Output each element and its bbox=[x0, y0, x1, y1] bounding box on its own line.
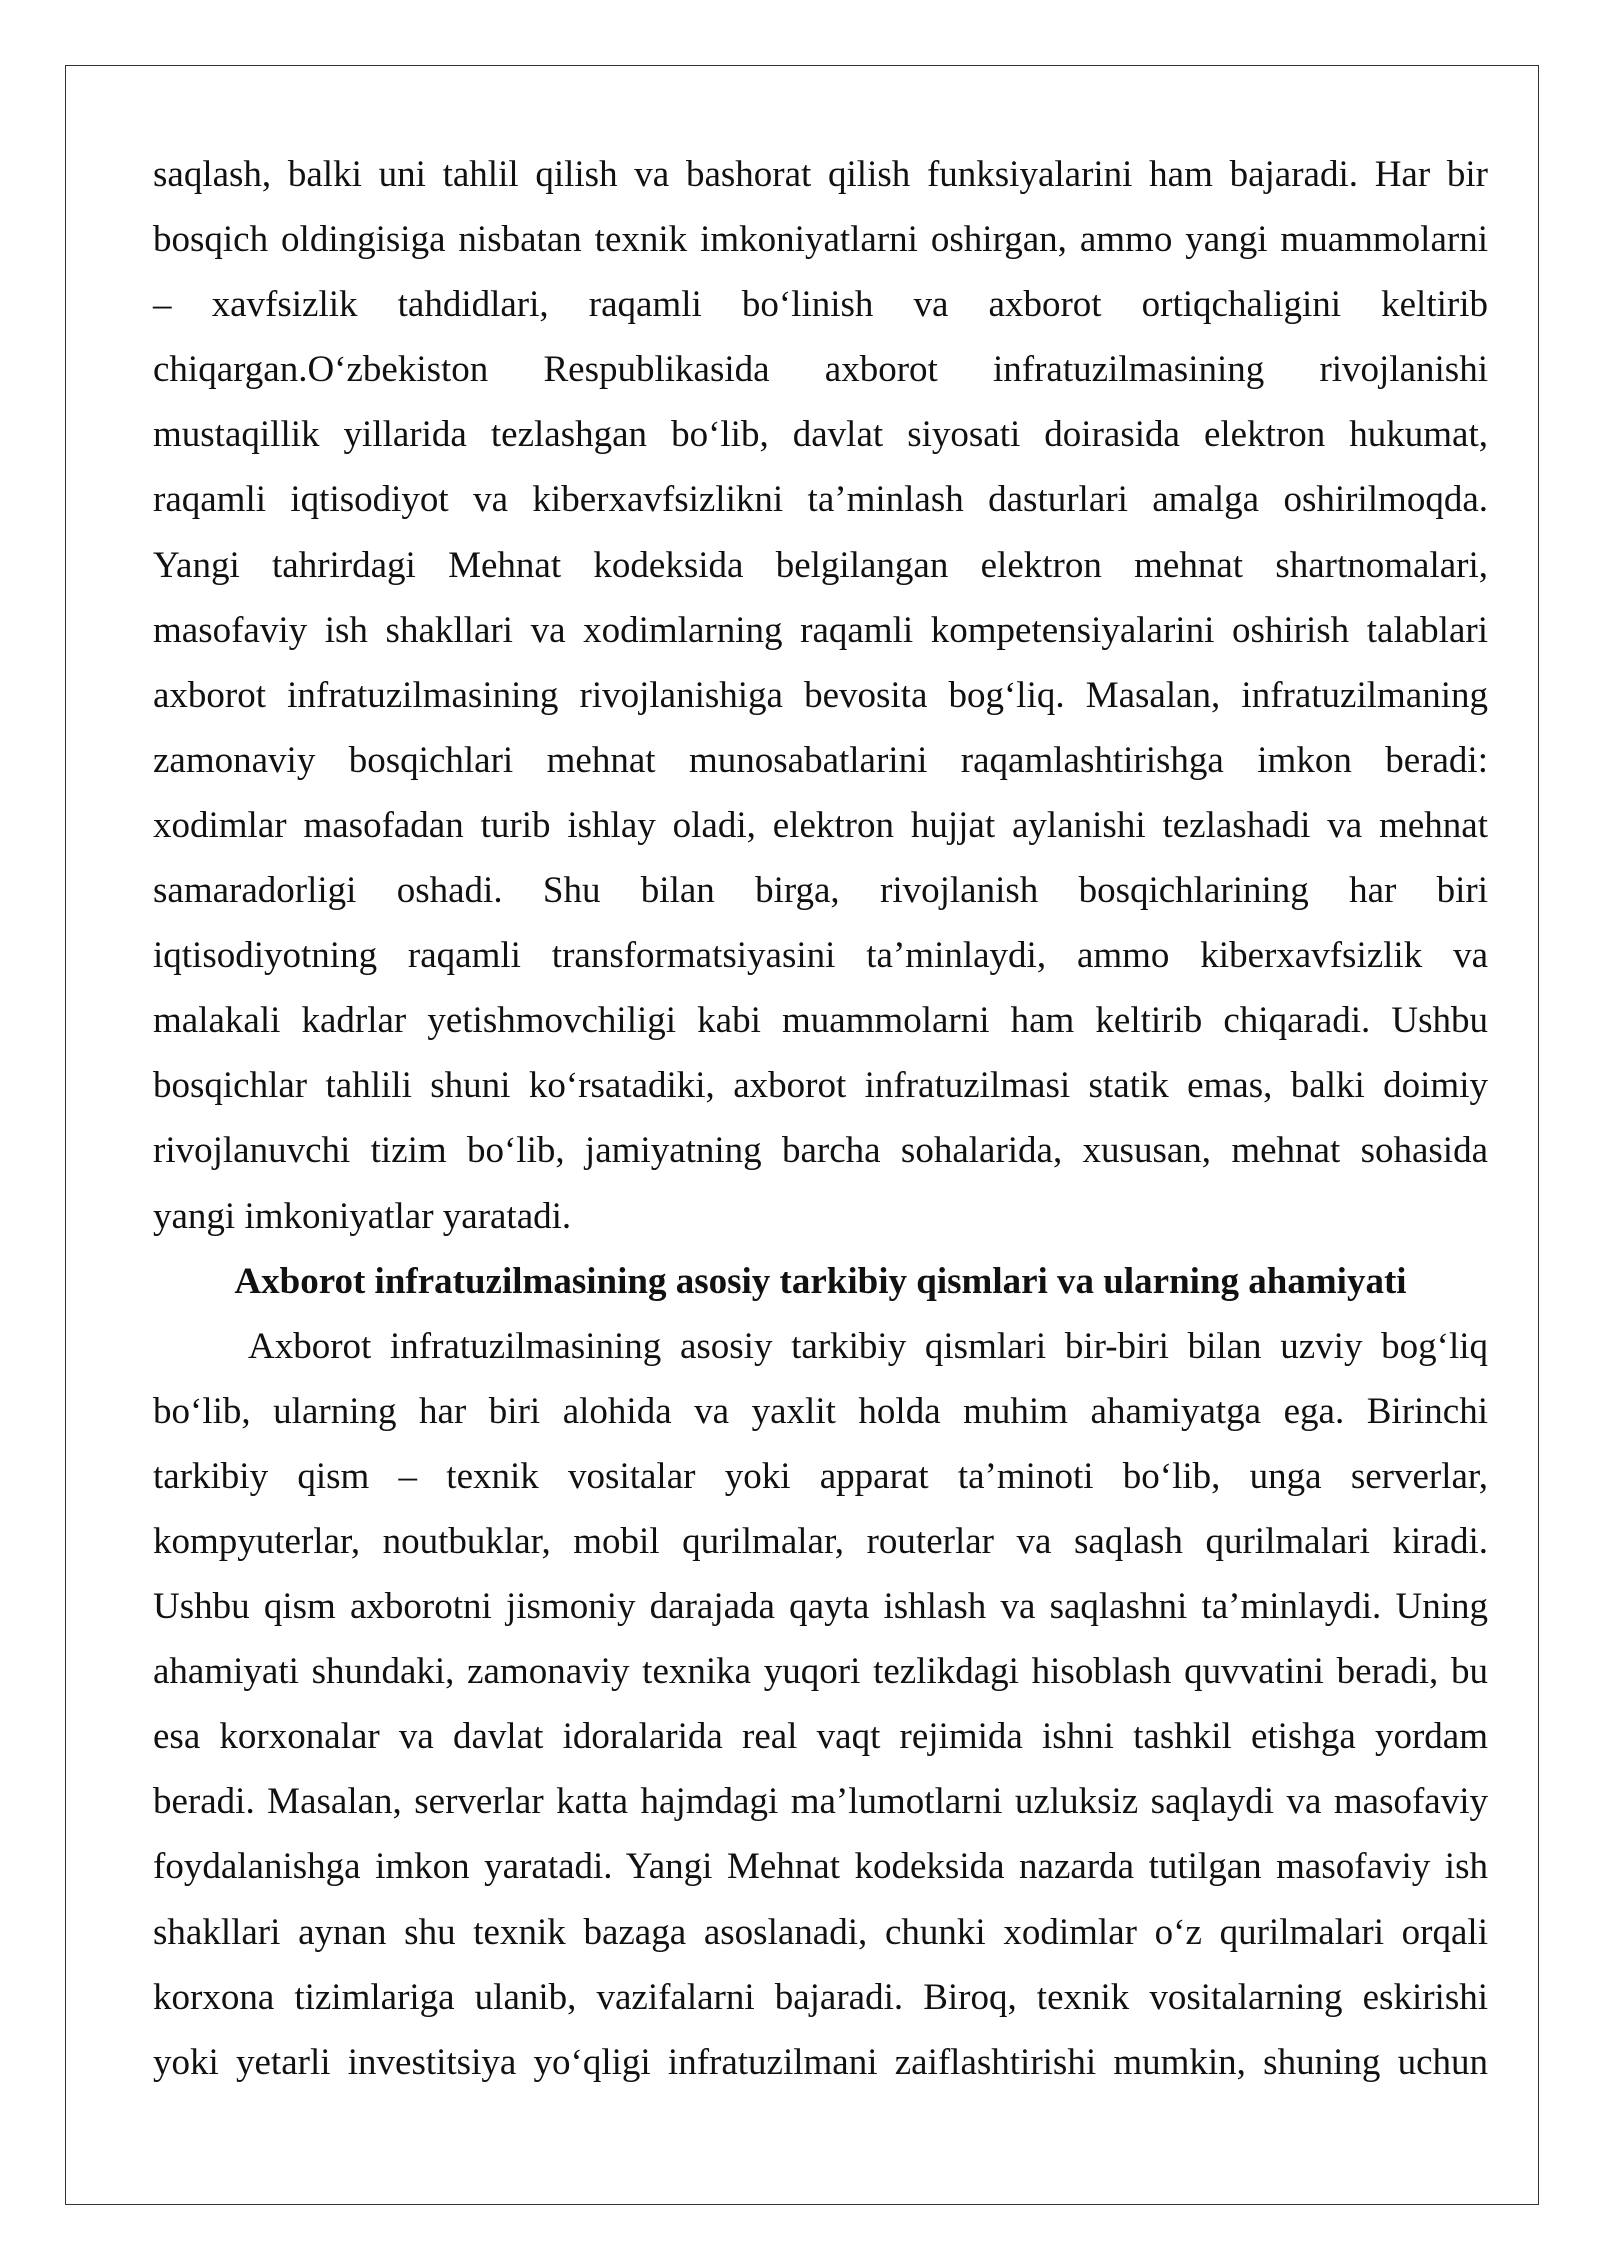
text-line: samaradorligi oshadi. Shu bilan birga, rivojlanish bosqichlarining har biri bbox=[153, 870, 1488, 912]
paragraph-components bbox=[153, 1314, 1488, 2095]
text-line: zamonaviy bosqichlari mehnat munosabatlarini raqamlashtirishga imkon beradi: bbox=[153, 739, 1488, 781]
text-line: bosqichlar tahlili shuni ko‘rsatadiki, axborot infratuzilmasi statik emas, balki doimiy bbox=[153, 1065, 1488, 1107]
text-line: axborot infratuzilmasining rivojlanishiga bevosita bog‘liq. Masalan, infratuzilmaning bbox=[153, 674, 1488, 716]
text-line: bo‘lib, ularning har biri alohida va yaxlit holda muhim ahamiyatga ega. Birinchi bbox=[153, 1390, 1488, 1432]
text-line: esa korxonalar va davlat idoralarida real vaqt rejimida ishni tashkil etishga yordam bbox=[153, 1716, 1488, 1758]
text-line: Ushbu qism axborotni jismoniy darajada qayta ishlash va saqlashni ta’minlaydi. Uning bbox=[153, 1586, 1488, 1628]
text-line: Yangi tahrirdagi Mehnat kodeksida belgilangan elektron mehnat shartnomalari, bbox=[153, 544, 1488, 586]
text-line: masofaviy ish shakllari va xodimlarning raqamli kompetensiyalarini oshirish talablari bbox=[153, 609, 1488, 651]
section-heading: Axborot infratuzilmasining asosiy tarkibiy qismlari va ularning ahamiyati bbox=[234, 1260, 1407, 1302]
text-line: rivojlanuvchi tizim bo‘lib, jamiyatning barcha sohalarida, xususan, mehnat sohasida bbox=[153, 1130, 1488, 1172]
text-line: saqlash, balki uni tahlil qilish va bashorat qilish funksiyalarini ham bajaradi. Har bir bbox=[153, 154, 1488, 195]
text-line: tarkibiy qism – texnik vositalar yoki apparat ta’minoti bo‘lib, unga serverlar, bbox=[153, 1455, 1488, 1497]
text-line: ahamiyati shundaki, zamonaviy texnika yuqori tezlikdagi hisoblash quvvatini beradi, bu bbox=[153, 1651, 1488, 1693]
text-line: shakllari aynan shu texnik bazaga asoslanadi, chunki xodimlar o‘z qurilmalari orqali bbox=[153, 1911, 1488, 1953]
text-line: Axborot infratuzilmasining asosiy tarkibiy qismlari bir-biri bilan uzviy bog‘liq bbox=[248, 1325, 1488, 1367]
text-line: korxona tizimlariga ulanib, vazifalarni bajaradi. Biroq, texnik vositalarning eskirishi bbox=[153, 1976, 1488, 2018]
text-line: yangi imkoniyatlar yaratadi. bbox=[153, 1195, 572, 1237]
text-line: iqtisodiyotning raqamli transformatsiyasini ta’minlaydi, ammo kiberxavfsizlik va bbox=[153, 935, 1488, 977]
text-line: raqamli iqtisodiyot va kiberxavfsizlikni ta’minlash dasturlari amalga oshirilmoqda. bbox=[153, 479, 1488, 521]
text-line: malakali kadrlar yetishmovchiligi kabi muammolarni ham keltirib chiqaradi. Ushbu bbox=[153, 1000, 1488, 1042]
text-line: beradi. Masalan, serverlar katta hajmdagi ma’lumotlarni uzluksiz saqlaydi va masofaviy bbox=[153, 1781, 1488, 1823]
text-line: chiqargan.O‘zbekiston Respublikasida axborot infratuzilmasining rivojlanishi bbox=[153, 349, 1488, 391]
document-text-body bbox=[153, 142, 1488, 2095]
paragraph-continuation bbox=[153, 142, 1488, 1249]
text-line: bosqich oldingisiga nisbatan texnik imkoniyatlarni oshirgan, ammo yangi muammolarni bbox=[153, 219, 1488, 261]
text-line: mustaqillik yillarida tezlashgan bo‘lib, davlat siyosati doirasida elektron hukumat, bbox=[153, 414, 1488, 456]
text-line: kompyuterlar, noutbuklar, mobil qurilmalar, routerlar va saqlash qurilmalari kiradi. bbox=[153, 1520, 1488, 1562]
text-line: – xavfsizlik tahdidlari, raqamli bo‘linish va axborot ortiqchaligini keltirib bbox=[153, 284, 1488, 326]
text-line: yoki yetarli investitsiya yo‘qligi infratuzilmani zaiflashtirishi mumkin, shuning uchun bbox=[153, 2041, 1488, 2083]
text-line: foydalanishga imkon yaratadi. Yangi Mehnat kodeksida nazarda tutilgan masofaviy ish bbox=[153, 1846, 1488, 1888]
text-line: xodimlar masofadan turib ishlay oladi, elektron hujjat aylanishi tezlashadi va mehnat bbox=[153, 804, 1488, 846]
